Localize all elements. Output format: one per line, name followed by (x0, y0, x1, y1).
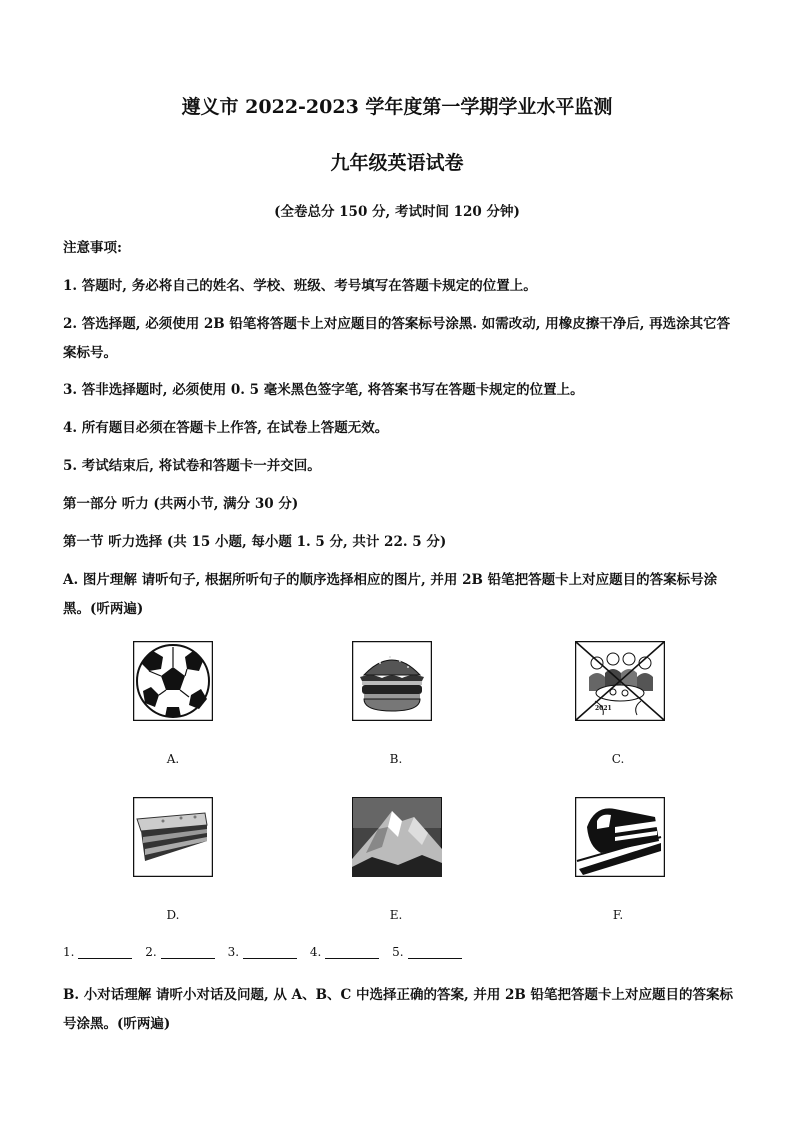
mountain-icon (352, 797, 442, 877)
hamburger-icon (352, 641, 432, 721)
exam-title: 遵义市 2022-2023 学年度第一学期学业水平监测 (181, 96, 613, 118)
answer-blank-2[interactable] (145, 945, 214, 959)
notice-heading: 注意事项: (63, 240, 122, 256)
picture-c-year: 2021 (595, 705, 612, 712)
picture-f-label: F. (612, 908, 624, 922)
notice-item-4: 4. 所有题目必须在答题卡上作答, 在试卷上答题无效。 (63, 420, 389, 436)
notice-item-1: 1. 答题时, 务必将自己的姓名、学校、班级、考号填写在答题卡规定的位置上。 (63, 278, 537, 294)
answer-blank-number: 4. (309, 945, 322, 959)
exam-score-time-note: (全卷总分 150 分, 考试时间 120 分钟) (274, 204, 520, 220)
hamburger-picture (352, 641, 432, 721)
partA-instructions: A. 图片理解 请听句子, 根据所听句子的顺序选择相应的图片, 并用 2B 铅笔把答题卡上对应题目的答案标号涂黑。(听两遍) (63, 572, 718, 617)
mountain-picture (352, 797, 432, 877)
part1-heading: 第一部分 听力 (共两小节, 满分 30 分) (63, 496, 299, 512)
soccer-ball-icon (133, 641, 213, 721)
train-icon (575, 797, 665, 877)
answer-blank-line[interactable] (78, 946, 132, 959)
family-dinner-icon (575, 641, 665, 721)
answer-blank-4[interactable] (310, 945, 379, 959)
cake-slice-icon (133, 797, 213, 877)
answer-blank-3[interactable] (228, 945, 297, 959)
answer-blank-number: 1. (63, 945, 75, 959)
partB-instructions: B. 小对话理解 请听小对话及问题, 从 A、B、C 中选择正确的答案, 并用 2B 铅笔把答题卡上对应题目的答案标号涂黑。(听两遍) (63, 987, 734, 1032)
answer-blank-5[interactable] (392, 945, 461, 959)
answer-blank-number: 3. (227, 945, 240, 959)
section1-heading: 第一节 听力选择 (共 15 小题, 每小题 1. 5 分, 共计 22. 5 分) (63, 534, 447, 550)
answer-blank-number: 5. (392, 945, 404, 959)
exam-subtitle: 九年级英语试卷 (330, 152, 464, 174)
answer-blank-line[interactable] (243, 946, 297, 959)
picture-a-label: A. (166, 752, 180, 766)
picture-c-label: C. (611, 752, 625, 766)
notice-item-2: 2. 答选择题, 必须使用 2B 铅笔将答题卡上对应题目的答案标号涂黑. 如需改动, 用橡皮擦干净后, 再选涂其它答案标号。 (63, 316, 731, 361)
answer-blanks (63, 945, 471, 959)
soccer-ball-picture (133, 641, 213, 721)
picture-d-label: D. (166, 908, 180, 922)
answer-blank-line[interactable] (408, 946, 462, 959)
answer-blank-line[interactable] (161, 946, 215, 959)
answer-blank-number: 2. (145, 945, 157, 959)
answer-blank-line[interactable] (325, 946, 379, 959)
train-picture (575, 797, 655, 877)
notice-item-5: 5. 考试结束后, 将试卷和答题卡一并交回。 (63, 458, 321, 474)
family-dinner-picture (575, 641, 655, 721)
answer-blank-1[interactable] (63, 945, 132, 959)
picture-e-label: E. (389, 908, 403, 922)
notice-item-3: 3. 答非选择题时, 必须使用 0. 5 毫米黑色签字笔, 将答案书写在答题卡规定的位置上。 (63, 382, 584, 398)
picture-b-label: B. (389, 752, 403, 766)
cake-slice-picture (133, 797, 213, 877)
